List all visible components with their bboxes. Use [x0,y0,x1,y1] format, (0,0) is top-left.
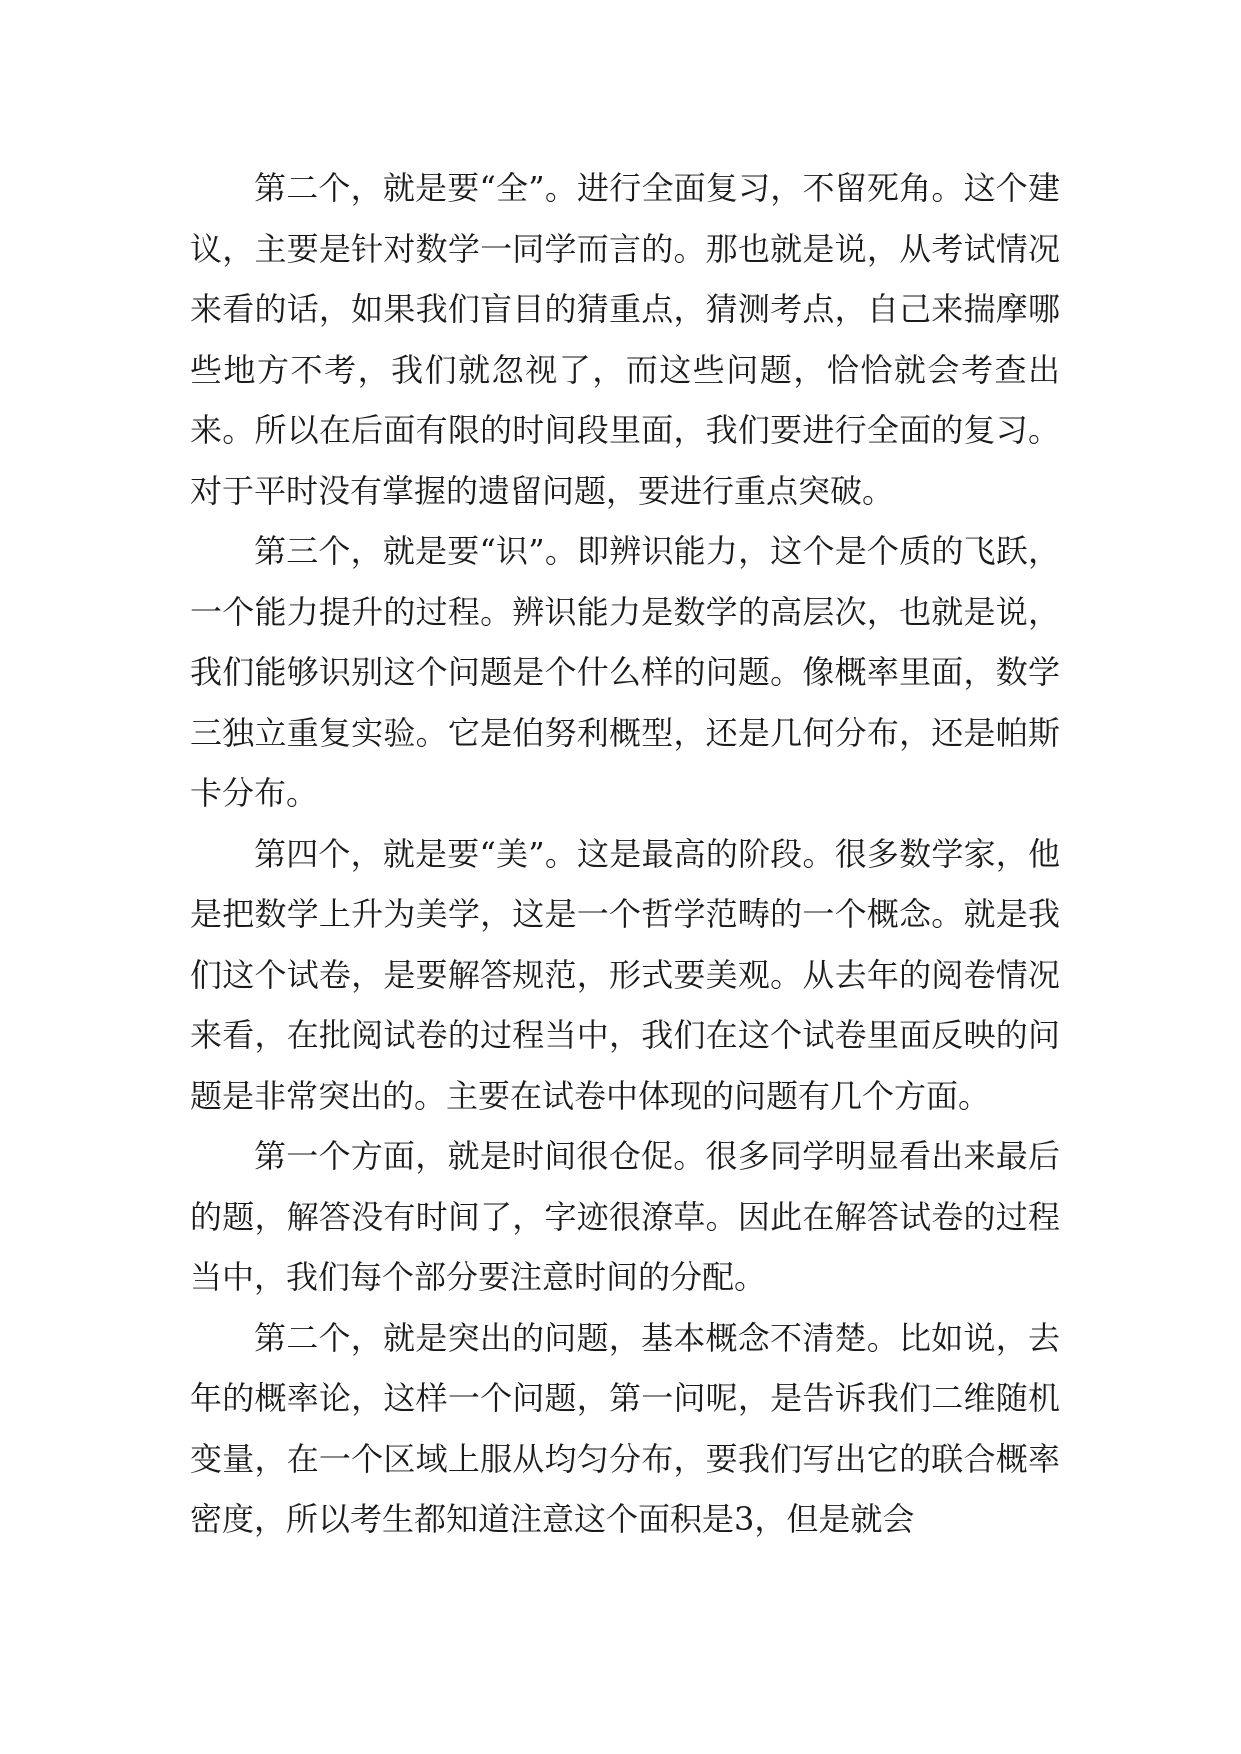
paragraph-quan: 第二个，就是要“全”。进行全面复习，不留死角。这个建议，主要是针对数学一同学而言的。那也就是说，从考试情况来看的话，如果我们盲目的猜重点，猜测考点，自己来揣摩哪些地方不考，我们就忽视了，而这些问题，恰恰就会考查出来。所以在后面有限的时间段里面，我们要进行全面的复习。对于平时没有掌握的遗留问题，要进行重点突破。 [190,169,1060,510]
document-body [190,158,1060,1550]
paragraph-concept: 第二个，就是突出的问题，基本概念不清楚。比如说，去年的概率论，这样一个问题，第一问呢，是告诉我们二维随机变量，在一个区域上服从均匀分布，要我们写出它的联合概率密度，所以考生都知道注意这个面积是3，但是就会 [190,1318,1060,1538]
paragraph-time: 第一个方面，就是时间很仓促。很多同学明显看出来最后的题，解答没有时间了，字迹很潦草。因此在解答试卷的过程当中，我们每个部分要注意时间的分配。 [190,1137,1060,1296]
paragraph-mei: 第四个，就是要“美”。这是最高的阶段。很多数学家，他是把数学上升为美学，这是一个哲学范畴的一个概念。就是我们这个试卷，是要解答规范，形式要美观。从去年的阅卷情况来看，在批阅试卷的过程当中，我们在这个试卷里面反映的问题是非常突出的。主要在试卷中体现的问题有几个方面。 [190,834,1060,1115]
paragraph-shi: 第三个，就是要“识”。即辨识能力，这个是个质的飞跃，一个能力提升的过程。辨识能力是数学的高层次，也就是说，我们能够识别这个问题是个什么样的问题。像概率里面，数学三独立重复实验。它是伯努利概型，还是几何分布，还是帕斯卡分布。 [190,532,1060,812]
